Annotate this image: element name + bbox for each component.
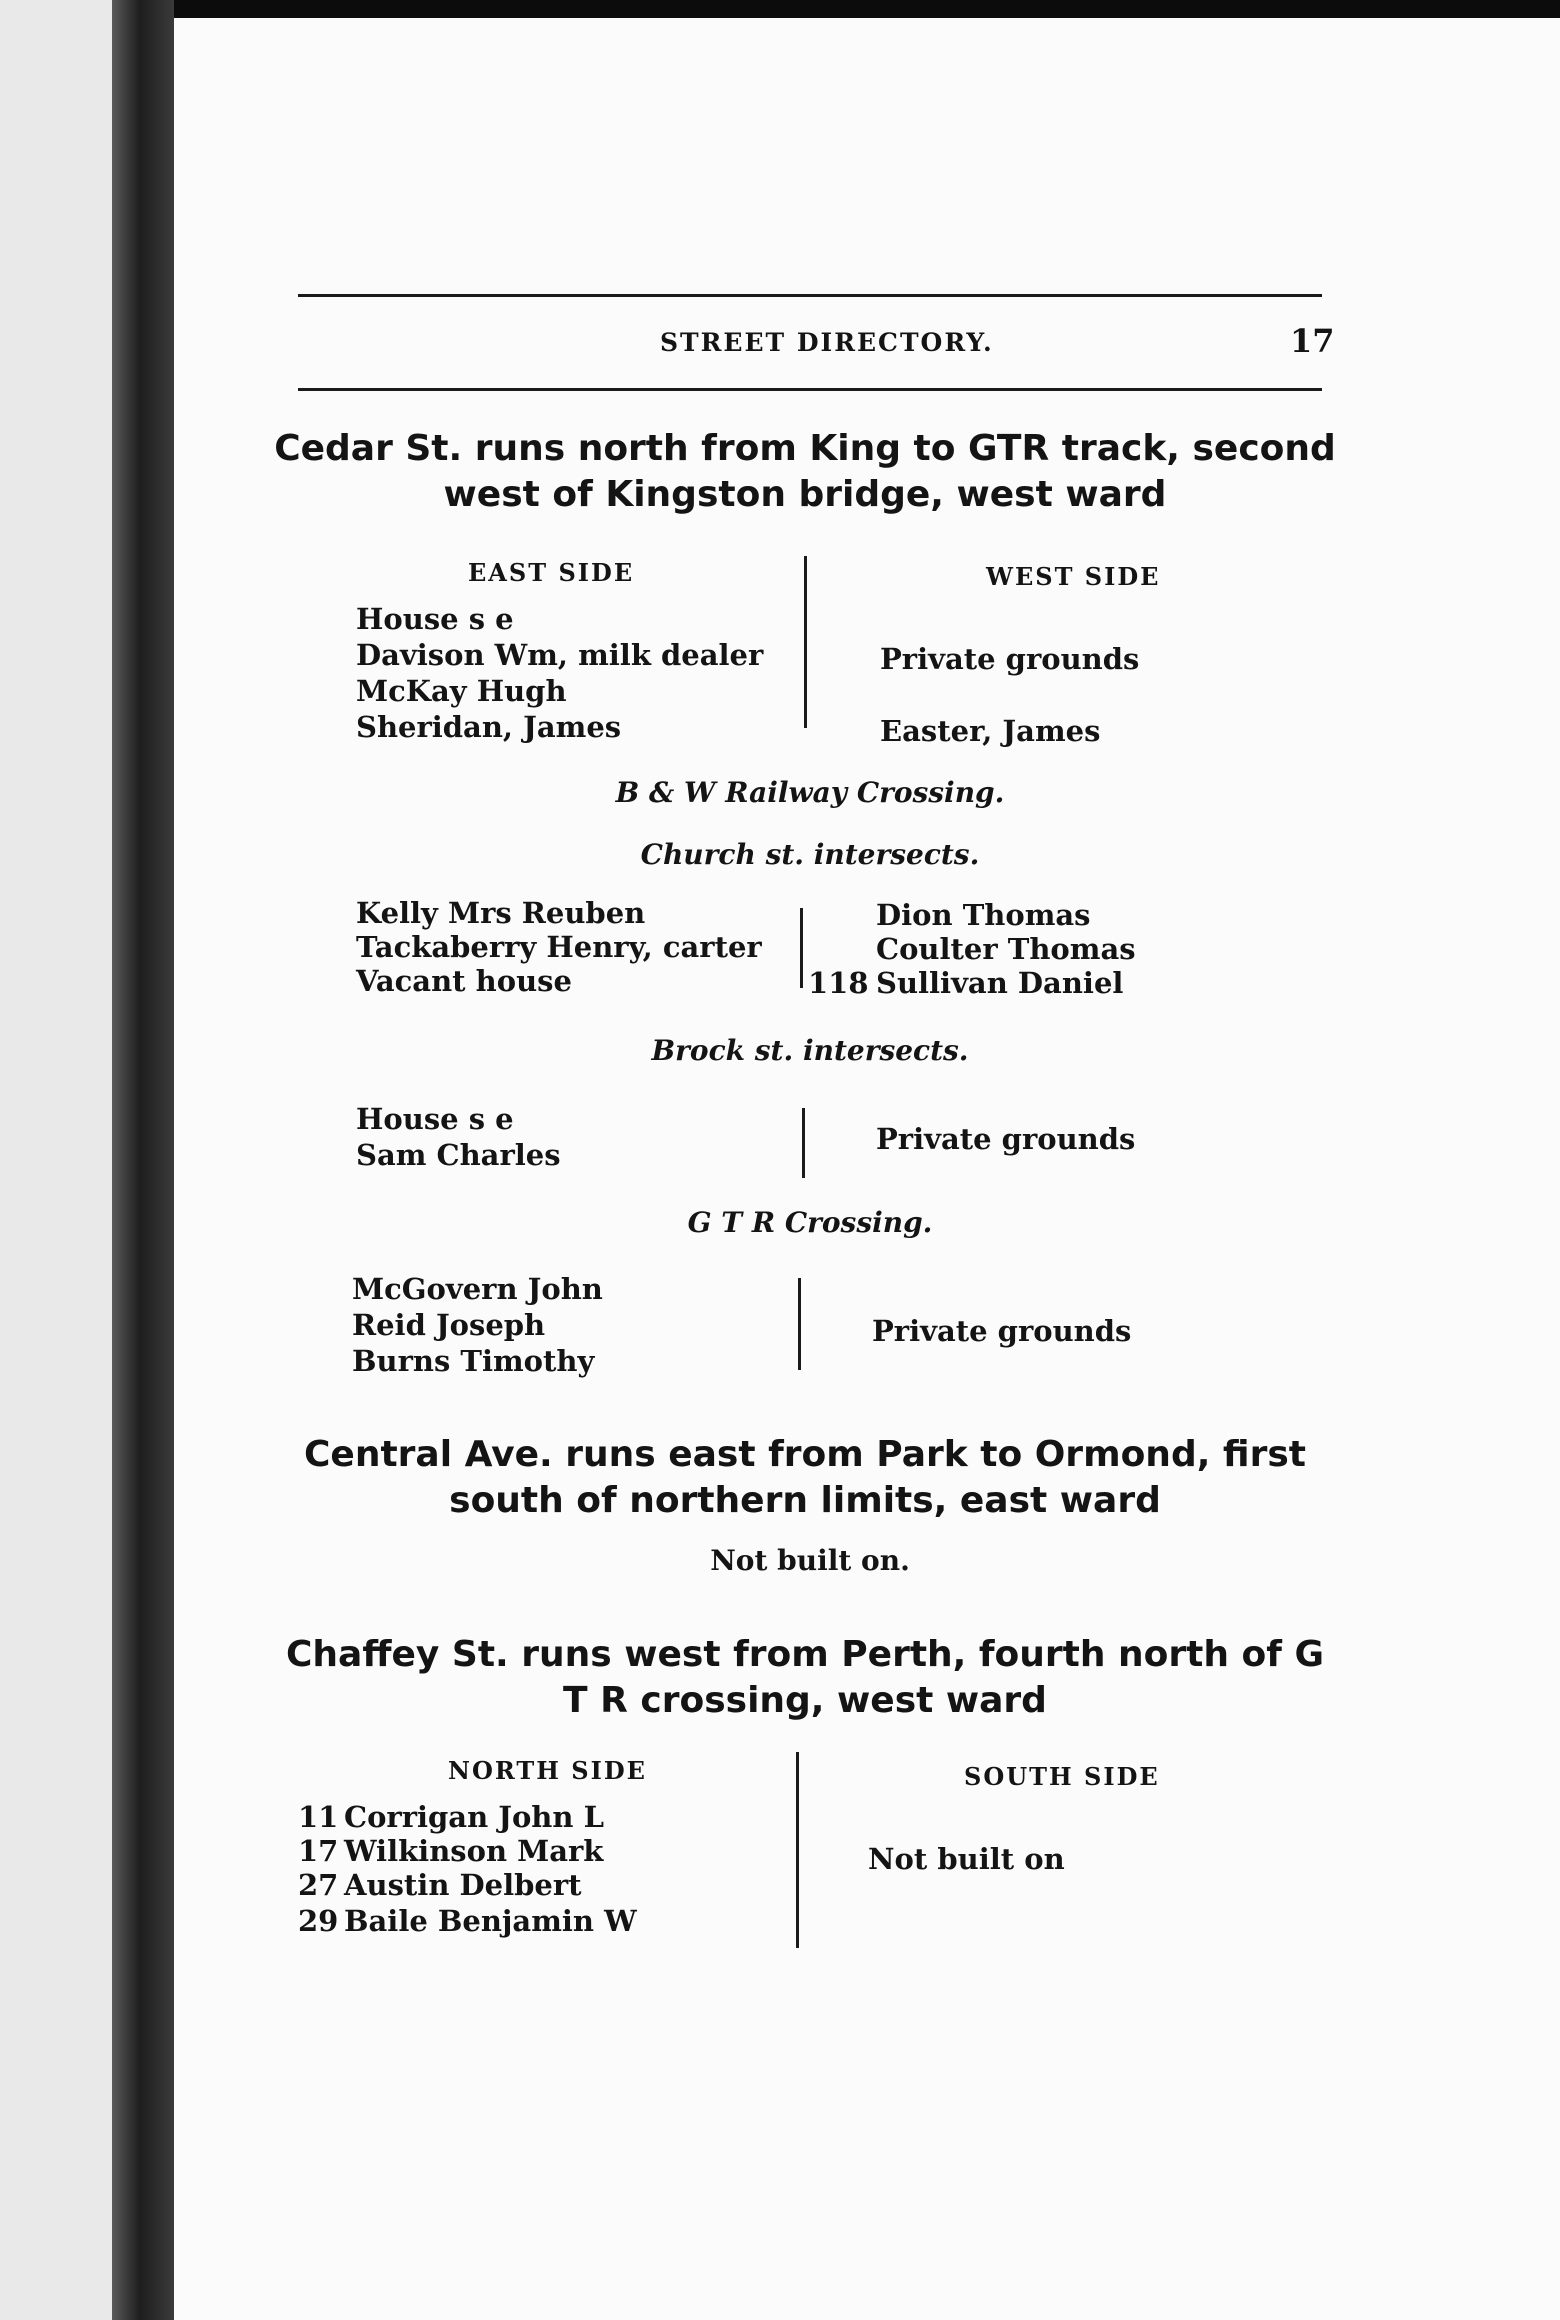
- house-number: 118: [808, 966, 869, 1000]
- column-divider: [804, 556, 807, 728]
- list-item: House s e: [356, 602, 514, 636]
- list-item: Dion Thomas: [876, 898, 1091, 932]
- resident-name: Sullivan Daniel: [876, 966, 1124, 1000]
- list-item: House s e: [356, 1102, 514, 1136]
- intersection-note: Church st. intersects.: [640, 838, 980, 871]
- column-divider: [796, 1752, 799, 1948]
- railway-crossing-note: G T R Crossing.: [687, 1206, 933, 1239]
- list-item: Reid Joseph: [352, 1308, 546, 1342]
- house-number: 17: [298, 1834, 339, 1868]
- north-side-header: NORTH SIDE: [448, 1756, 647, 1785]
- house-number: 27: [298, 1868, 339, 1902]
- scan-top-edge: [0, 0, 1560, 18]
- column-divider: [802, 1108, 805, 1178]
- list-item: Private grounds: [876, 1122, 1136, 1156]
- cedar-st-heading: Cedar St. runs north from King to GTR track, second west of Kingston bridge, west ward: [274, 428, 1336, 515]
- intersection-note: Brock st. intersects.: [651, 1034, 969, 1067]
- list-item: [298, 1868, 582, 1903]
- list-item: McGovern John: [352, 1272, 603, 1306]
- resident-name: Baile Benjamin W: [344, 1904, 637, 1938]
- list-item: Sam Charles: [356, 1138, 561, 1172]
- not-built-note: Not built on.: [710, 1544, 910, 1577]
- west-side-header: WEST SIDE: [986, 562, 1161, 591]
- column-divider: [798, 1278, 801, 1370]
- east-side-header: EAST SIDE: [468, 558, 635, 587]
- chaffey-st-heading: Chaffey St. runs west from Perth, fourth north of G T R crossing, west ward: [286, 1634, 1324, 1721]
- list-item: McKay Hugh: [356, 674, 567, 708]
- railway-crossing-note: B & W Railway Crossing.: [615, 776, 1005, 809]
- list-item: Burns Timothy: [352, 1344, 595, 1378]
- column-divider: [800, 908, 803, 988]
- list-item: Easter, James: [880, 714, 1101, 748]
- resident-name: Corrigan John L: [344, 1800, 604, 1834]
- list-item: [298, 1800, 604, 1835]
- resident-name: Austin Delbert: [344, 1868, 582, 1902]
- header-rule-bottom: [298, 388, 1322, 391]
- page-number: 17: [1290, 322, 1335, 360]
- list-item: Vacant house: [356, 964, 572, 998]
- list-item: Private grounds: [872, 1314, 1132, 1348]
- central-ave-heading: Central Ave. runs east from Park to Ormond, first south of northern limits, east ward: [303, 1434, 1306, 1521]
- list-item: Private grounds: [880, 642, 1140, 676]
- list-item: [298, 1904, 637, 1939]
- list-item: Coulter Thomas: [876, 932, 1136, 966]
- house-number: 11: [298, 1800, 339, 1834]
- list-item: [298, 1834, 603, 1869]
- list-item: Kelly Mrs Reuben: [356, 896, 646, 930]
- list-item: Not built on: [868, 1842, 1065, 1876]
- house-number: 29: [298, 1904, 339, 1938]
- south-side-header: SOUTH SIDE: [964, 1762, 1160, 1791]
- running-header-title: STREET DIRECTORY.: [660, 328, 994, 357]
- list-item: Davison Wm, milk dealer: [356, 638, 764, 672]
- header-rule-top: [298, 294, 1322, 297]
- list-item: [808, 966, 1123, 1001]
- resident-name: Wilkinson Mark: [344, 1834, 604, 1868]
- book-spine-shadow: [112, 0, 174, 2320]
- list-item: Sheridan, James: [356, 710, 622, 744]
- list-item: Tackaberry Henry, carter: [356, 930, 762, 964]
